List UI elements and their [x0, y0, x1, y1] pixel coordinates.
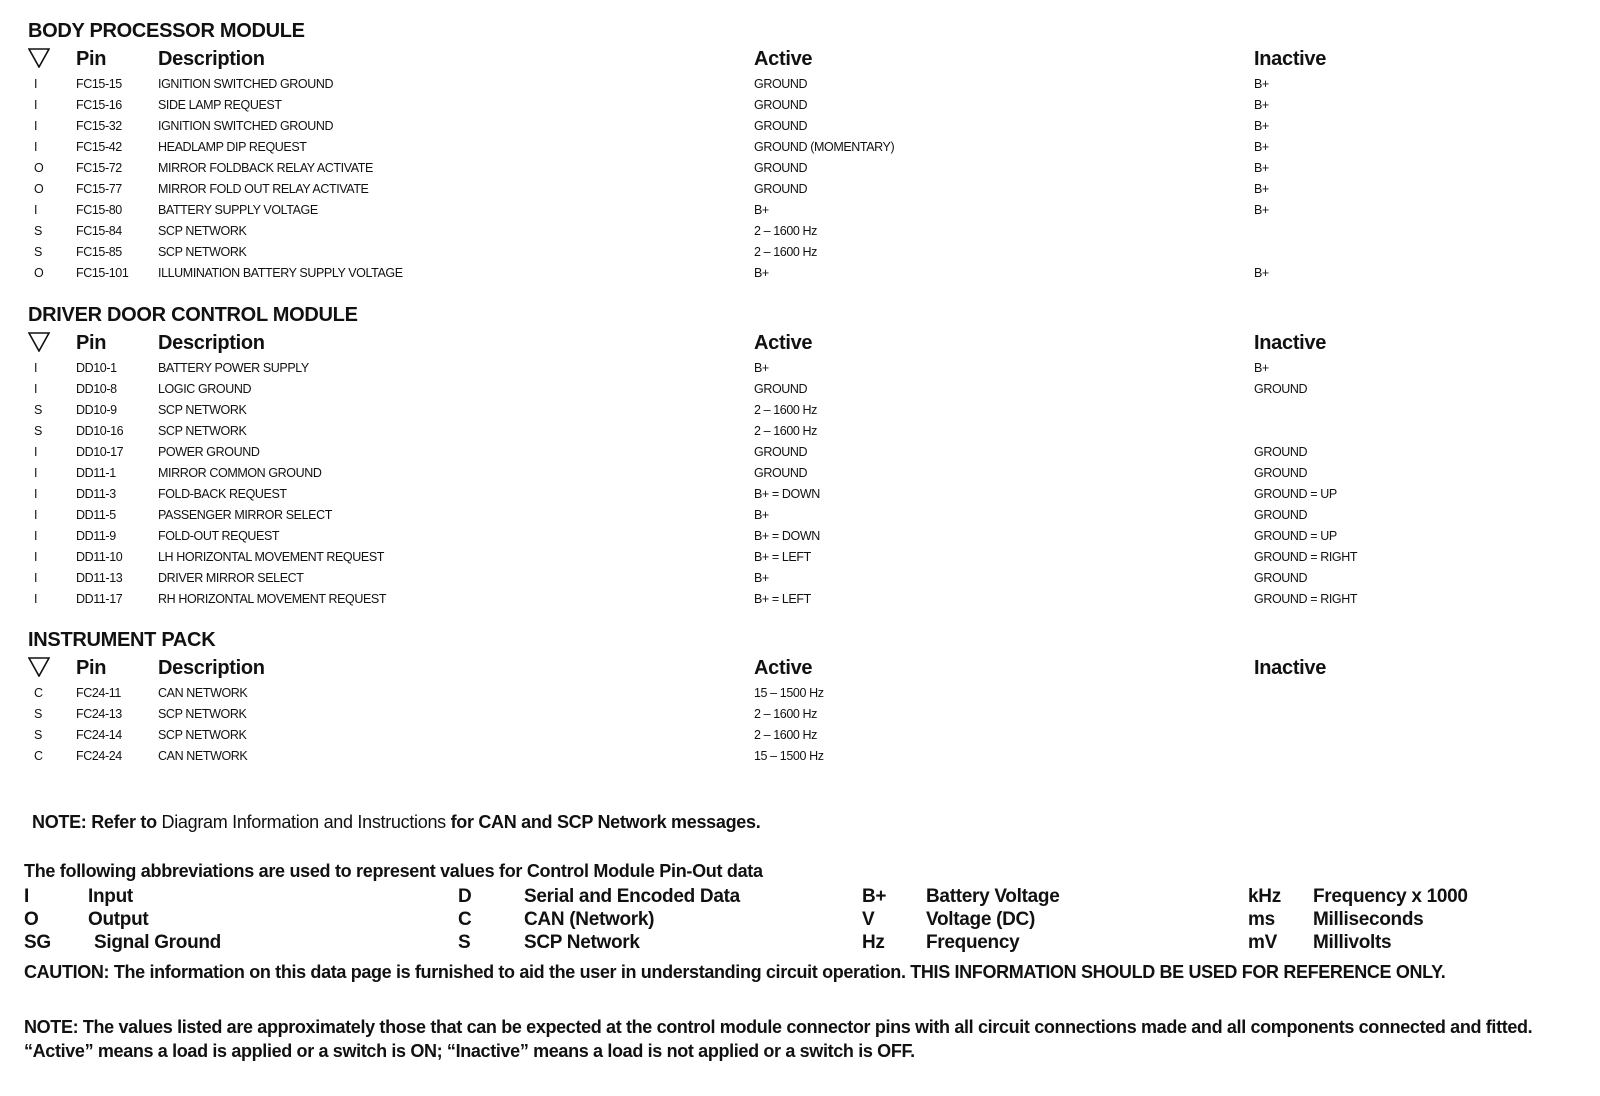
caution-text: CAUTION: The information on this data page is furnished to aid the user in understanding circuit operation. THIS INFORMATION SHOULD BE USED FOR REFERENCE ONLY. — [24, 962, 1446, 982]
pin-id: FC24-13 — [76, 707, 122, 721]
pin-io-type: I — [34, 203, 38, 217]
pin-io-type: I — [34, 592, 38, 606]
pin-description: LOGIC GROUND — [158, 382, 252, 396]
pin-id: FC15-84 — [76, 224, 122, 238]
active-value: B+ — [754, 571, 769, 585]
section-body-processor-module — [28, 18, 1588, 284]
abbr-meaning: Input — [88, 886, 133, 907]
pin-io-type: S — [34, 728, 42, 742]
pin-description: MIRROR FOLD OUT RELAY ACTIVATE — [158, 182, 369, 196]
table-row — [28, 704, 1588, 725]
pin-id: FC15-15 — [76, 77, 122, 91]
pin-id: FC15-32 — [76, 119, 122, 133]
table-row — [28, 400, 1588, 421]
pin-description: RH HORIZONTAL MOVEMENT REQUEST — [158, 592, 387, 606]
section-title: BODY PROCESSOR MODULE — [28, 20, 305, 42]
active-value: B+ — [754, 361, 769, 375]
pin-io-type: C — [34, 686, 43, 700]
header-pin: Pin — [76, 332, 107, 354]
inactive-value: B+ — [1254, 266, 1269, 280]
pin-io-type: I — [34, 382, 38, 396]
pin-description: CAN NETWORK — [158, 686, 248, 700]
pin-description: SCP NETWORK — [158, 424, 247, 438]
triangle-symbol-icon — [28, 47, 50, 77]
pin-io-type: I — [34, 550, 38, 564]
section-instrument-pack — [28, 627, 1588, 767]
abbr-code: S — [458, 932, 471, 953]
header-inactive: Inactive — [1254, 332, 1327, 354]
table-row — [28, 547, 1588, 568]
abbr-code: B+ — [862, 886, 887, 907]
active-value: B+ — [754, 203, 769, 217]
note-reference — [32, 810, 760, 834]
header-description: Description — [158, 48, 265, 70]
inactive-value: GROUND = UP — [1254, 529, 1337, 543]
pin-description: BATTERY SUPPLY VOLTAGE — [158, 203, 318, 217]
triangle-symbol-icon — [28, 656, 50, 686]
abbr-meaning: SCP Network — [524, 932, 640, 953]
pin-io-type: O — [34, 266, 44, 280]
header-inactive: Inactive — [1254, 48, 1327, 70]
pin-id: DD11-17 — [76, 592, 123, 606]
table-row — [28, 263, 1588, 284]
table-row — [28, 95, 1588, 116]
table-row — [28, 725, 1588, 746]
table-body — [28, 683, 1588, 767]
header-description: Description — [158, 657, 265, 679]
abbr-meaning: Serial and Encoded Data — [524, 886, 740, 907]
pin-description: PASSENGER MIRROR SELECT — [158, 508, 332, 522]
pin-description: IGNITION SWITCHED GROUND — [158, 119, 334, 133]
active-value: 2 – 1600 Hz — [754, 728, 818, 742]
inactive-value: GROUND — [1254, 571, 1308, 585]
table-row — [28, 200, 1588, 221]
pin-io-type: I — [34, 361, 38, 375]
pin-id: DD10-8 — [76, 382, 117, 396]
pin-id: DD10-9 — [76, 403, 117, 417]
abbr-meaning: Output — [88, 909, 149, 930]
pin-id: FC15-80 — [76, 203, 122, 217]
pin-io-type: I — [34, 140, 38, 154]
abbreviations-list — [24, 885, 1584, 957]
header-active: Active — [754, 657, 813, 679]
inactive-value: GROUND = RIGHT — [1254, 550, 1358, 564]
inactive-value: GROUND — [1254, 445, 1308, 459]
pin-io-type: C — [34, 749, 43, 763]
pin-id: DD11-10 — [76, 550, 123, 564]
pin-io-type: O — [34, 182, 44, 196]
pin-description: CAN NETWORK — [158, 749, 248, 763]
header-active: Active — [754, 48, 813, 70]
abbr-meaning: CAN (Network) — [524, 909, 655, 930]
pin-id: FC24-11 — [76, 686, 121, 700]
abbr-code: I — [24, 886, 29, 907]
pin-description: SIDE LAMP REQUEST — [158, 98, 282, 112]
inactive-value: GROUND — [1254, 382, 1308, 396]
abbr-meaning: Frequency — [926, 932, 1020, 953]
table-row — [28, 746, 1588, 767]
inactive-value: B+ — [1254, 98, 1269, 112]
pin-id: DD11-3 — [76, 487, 116, 501]
inactive-value: GROUND — [1254, 466, 1308, 480]
active-value: GROUND — [754, 182, 808, 196]
abbr-code: kHz — [1248, 886, 1281, 907]
inactive-value: B+ — [1254, 119, 1269, 133]
note-suffix: for CAN and SCP Network messages. — [450, 812, 761, 832]
pin-io-type: I — [34, 98, 38, 112]
abbr-meaning: Millivolts — [1313, 932, 1392, 953]
active-value: GROUND (MOMENTARY) — [754, 140, 895, 154]
table-row — [28, 421, 1588, 442]
note-prefix: NOTE: Refer to — [32, 812, 157, 832]
abbr-code: SG — [24, 932, 51, 953]
pin-io-type: I — [34, 466, 38, 480]
pin-id: FC24-24 — [76, 749, 122, 763]
table-header — [28, 44, 1588, 74]
pin-description: POWER GROUND — [158, 445, 260, 459]
pin-description: SCP NETWORK — [158, 728, 247, 742]
pin-description: MIRROR FOLDBACK RELAY ACTIVATE — [158, 161, 373, 175]
header-pin: Pin — [76, 657, 107, 679]
pin-id: FC15-16 — [76, 98, 122, 112]
diagram-info-link[interactable]: Diagram Information and Instructions — [161, 812, 446, 832]
active-value: GROUND — [754, 161, 808, 175]
table-row — [28, 137, 1588, 158]
active-value: 2 – 1600 Hz — [754, 707, 818, 721]
inactive-value: GROUND = RIGHT — [1254, 592, 1358, 606]
abbr-meaning: Frequency x 1000 — [1313, 886, 1468, 907]
active-value: GROUND — [754, 98, 808, 112]
pin-io-type: S — [34, 245, 42, 259]
pin-io-type: I — [34, 487, 38, 501]
table-row — [28, 683, 1588, 704]
active-value: 2 – 1600 Hz — [754, 245, 818, 259]
header-active: Active — [754, 332, 813, 354]
pin-id: DD11-9 — [76, 529, 116, 543]
abbr-code: D — [458, 886, 472, 907]
table-row — [28, 484, 1588, 505]
active-value: 2 – 1600 Hz — [754, 224, 818, 238]
inactive-value: GROUND — [1254, 508, 1308, 522]
inactive-value: B+ — [1254, 77, 1269, 91]
pin-description: SCP NETWORK — [158, 403, 247, 417]
pin-description: DRIVER MIRROR SELECT — [158, 571, 304, 585]
active-value: GROUND — [754, 445, 808, 459]
abbr-code: mV — [1248, 932, 1277, 953]
section-title: DRIVER DOOR CONTROL MODULE — [28, 304, 358, 326]
abbr-code: ms — [1248, 909, 1275, 930]
abbr-code: O — [24, 909, 39, 930]
header-description: Description — [158, 332, 265, 354]
note-values-text: NOTE: The values listed are approximately those that can be expected at the control module connector pins with all circuit connections made and all components connected and fitted. “Active” means a load is applied or a switch is ON; “Inactive” means a load is not applied or a switch is OFF. — [24, 1017, 1533, 1061]
abbr-meaning: Voltage (DC) — [926, 909, 1035, 930]
table-body — [28, 74, 1588, 284]
pin-id: FC15-77 — [76, 182, 122, 196]
inactive-value: B+ — [1254, 361, 1269, 375]
pin-io-type: S — [34, 403, 42, 417]
table-row — [28, 526, 1588, 547]
pin-io-type: I — [34, 571, 38, 585]
table-header — [28, 653, 1588, 683]
section-title: INSTRUMENT PACK — [28, 629, 216, 651]
table-row — [28, 179, 1588, 200]
pin-description: SCP NETWORK — [158, 707, 247, 721]
pin-io-type: S — [34, 707, 42, 721]
table-row — [28, 568, 1588, 589]
abbr-code: V — [862, 909, 875, 930]
table-row — [28, 358, 1588, 379]
section-driver-door-control-module — [28, 302, 1588, 610]
pin-description: FOLD-OUT REQUEST — [158, 529, 280, 543]
pin-io-type: S — [34, 424, 42, 438]
active-value: GROUND — [754, 119, 808, 133]
active-value: GROUND — [754, 382, 808, 396]
table-row — [28, 589, 1588, 610]
table-row — [28, 379, 1588, 400]
pin-id: FC15-85 — [76, 245, 122, 259]
abbr-code: C — [458, 909, 472, 930]
pin-io-type: S — [34, 224, 42, 238]
pin-description: BATTERY POWER SUPPLY — [158, 361, 309, 375]
pin-description: FOLD-BACK REQUEST — [158, 487, 287, 501]
table-row — [28, 74, 1588, 95]
active-value: B+ — [754, 508, 769, 522]
pin-io-type: I — [34, 529, 38, 543]
abbr-meaning: Milliseconds — [1313, 909, 1424, 930]
active-value: 15 – 1500 Hz — [754, 686, 824, 700]
active-value: B+ = DOWN — [754, 529, 820, 543]
pin-id: DD10-16 — [76, 424, 124, 438]
pin-id: FC15-72 — [76, 161, 122, 175]
inactive-value: GROUND = UP — [1254, 487, 1337, 501]
active-value: GROUND — [754, 77, 808, 91]
triangle-symbol-icon — [28, 331, 50, 361]
active-value: 2 – 1600 Hz — [754, 424, 818, 438]
pin-io-type: I — [34, 508, 38, 522]
abbr-meaning: Signal Ground — [94, 932, 221, 953]
active-value: B+ = DOWN — [754, 487, 820, 501]
table-row — [28, 463, 1588, 484]
abbreviations-title: The following abbreviations are used to represent values for Control Module Pin-Out data — [24, 861, 763, 881]
active-value: 15 – 1500 Hz — [754, 749, 824, 763]
pin-description: HEADLAMP DIP REQUEST — [158, 140, 307, 154]
pin-id: DD10-1 — [76, 361, 117, 375]
pin-id: DD11-5 — [76, 508, 116, 522]
header-pin: Pin — [76, 48, 107, 70]
abbr-meaning: Battery Voltage — [926, 886, 1060, 907]
table-row — [28, 221, 1588, 242]
table-row — [28, 442, 1588, 463]
pin-description: MIRROR COMMON GROUND — [158, 466, 322, 480]
pin-description: ILLUMINATION BATTERY SUPPLY VOLTAGE — [158, 266, 403, 280]
active-value: B+ = LEFT — [754, 550, 811, 564]
table-body — [28, 358, 1588, 610]
pin-description: SCP NETWORK — [158, 224, 247, 238]
pin-io-type: O — [34, 161, 44, 175]
table-row — [28, 158, 1588, 179]
table-row — [28, 505, 1588, 526]
active-value: GROUND — [754, 466, 808, 480]
pin-id: DD11-1 — [76, 466, 116, 480]
pin-description: LH HORIZONTAL MOVEMENT REQUEST — [158, 550, 384, 564]
pin-description: IGNITION SWITCHED GROUND — [158, 77, 334, 91]
active-value: 2 – 1600 Hz — [754, 403, 818, 417]
pin-io-type: I — [34, 445, 38, 459]
pin-id: DD10-17 — [76, 445, 124, 459]
table-row — [28, 242, 1588, 263]
pin-io-type: I — [34, 77, 38, 91]
pin-id: FC24-14 — [76, 728, 122, 742]
pin-io-type: I — [34, 119, 38, 133]
pin-id: FC15-42 — [76, 140, 122, 154]
table-header — [28, 328, 1588, 358]
pin-id: FC15-101 — [76, 266, 129, 280]
table-row — [28, 116, 1588, 137]
inactive-value: B+ — [1254, 140, 1269, 154]
inactive-value: B+ — [1254, 161, 1269, 175]
pin-description: SCP NETWORK — [158, 245, 247, 259]
pin-id: DD11-13 — [76, 571, 123, 585]
inactive-value: B+ — [1254, 182, 1269, 196]
active-value: B+ = LEFT — [754, 592, 811, 606]
inactive-value: B+ — [1254, 203, 1269, 217]
header-inactive: Inactive — [1254, 657, 1327, 679]
active-value: B+ — [754, 266, 769, 280]
abbr-code: Hz — [862, 932, 885, 953]
